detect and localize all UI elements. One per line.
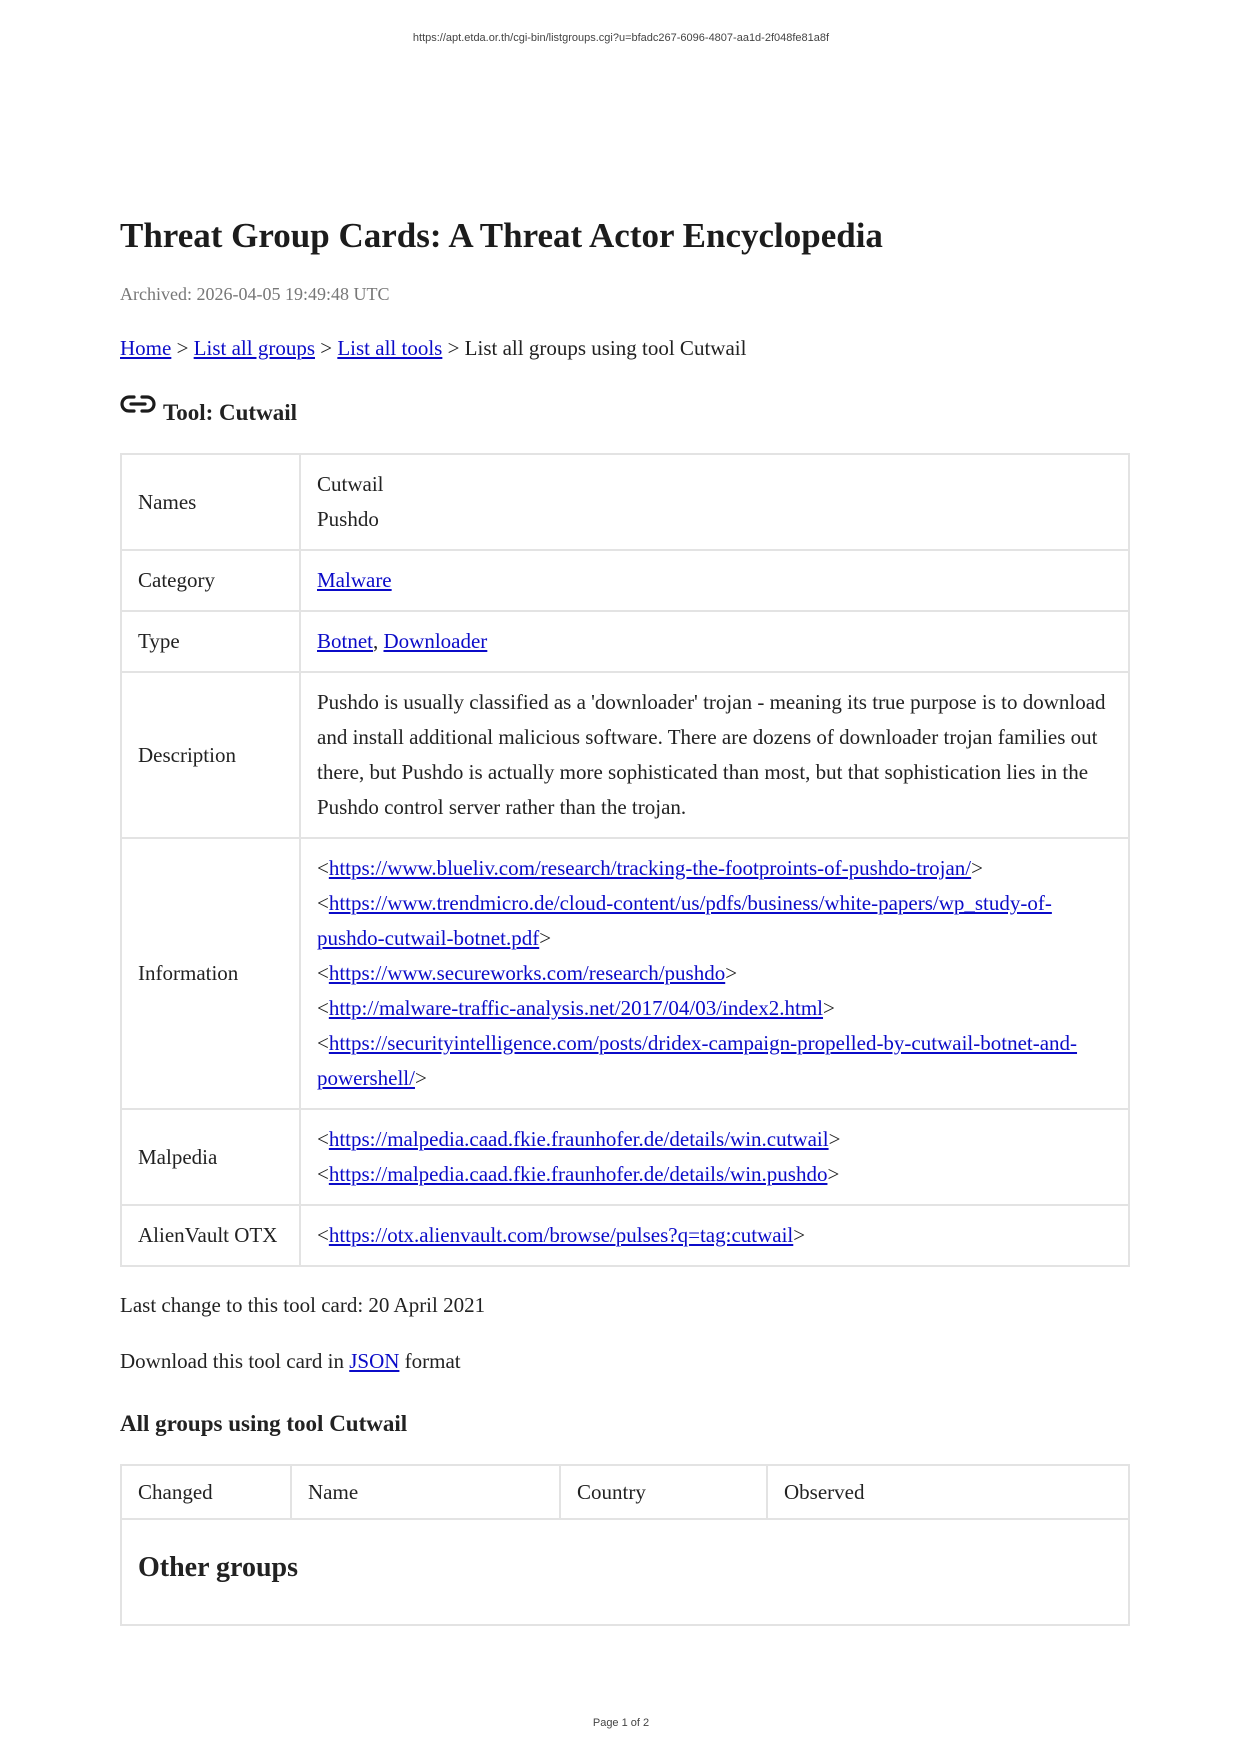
- tool-heading: [120, 398, 1130, 428]
- breadcrumb-separator: >: [315, 336, 338, 360]
- alienvault-row: [121, 1205, 1129, 1266]
- reference-link[interactable]: http://malware-traffic-analysis.net/2017/04/03/index2.html: [328, 996, 824, 1020]
- breadcrumb-current: > List all groups using tool Cutwail: [442, 336, 747, 360]
- tool-card-table: [120, 453, 1130, 1267]
- groups-table: [120, 1464, 1130, 1626]
- reference-link[interactable]: https://www.blueliv.com/research/tracking-the-footproints-of-pushdo-trojan/: [328, 856, 972, 880]
- type-row: [121, 611, 1129, 672]
- tool-name: Cutwail: [317, 472, 384, 496]
- column-header-country: Country: [560, 1465, 767, 1519]
- description-value: Pushdo is usually classified as a 'downloader' trojan - meaning its true purpose is to download and install additional malicious software. There are dozens of downloader trojan families out there, but Pushdo is actually more sophisticated than most, but that sophistication lies in the Pushdo control server rather than the trojan.: [300, 672, 1129, 838]
- print-header-url: https://apt.etda.or.th/cgi-bin/listgroups.cgi?u=bfadc267-6096-4807-aa1d-2f048fe81a8f: [412, 32, 830, 44]
- description-row: [121, 672, 1129, 838]
- download-prefix: Download this tool card in: [120, 1349, 350, 1373]
- reference-line: <https://malpedia.caad.fkie.fraunhofer.de/details/win.pushdo>: [317, 1162, 840, 1186]
- reference-line: <https://securityintelligence.com/posts/dridex-campaign-propelled-by-cutwail-botnet-and-powershell/>: [317, 1031, 1078, 1090]
- column-header-observed: Observed: [767, 1465, 1129, 1519]
- malpedia-value: [300, 1109, 1129, 1205]
- reference-link[interactable]: https://www.secureworks.com/research/pushdo: [328, 961, 726, 985]
- category-value: [300, 550, 1129, 611]
- names-label: Names: [121, 454, 300, 550]
- link-icon: [120, 392, 156, 416]
- information-label: Information: [121, 838, 300, 1109]
- category-malware-link[interactable]: Malware: [317, 568, 392, 592]
- reference-line: <https://www.blueliv.com/research/tracking-the-footproints-of-pushdo-trojan/>: [317, 856, 983, 880]
- description-label: Description: [121, 672, 300, 838]
- breadcrumb-list-groups-link[interactable]: List all groups: [193, 336, 315, 360]
- breadcrumb-separator: >: [171, 336, 194, 360]
- names-value: [300, 454, 1129, 550]
- type-botnet-link[interactable]: Botnet: [317, 629, 373, 653]
- information-row: [121, 838, 1129, 1109]
- alienvault-link[interactable]: https://otx.alienvault.com/browse/pulses?q=tag:cutwail: [328, 1223, 794, 1247]
- column-header-name: Name: [291, 1465, 560, 1519]
- type-label: Type: [121, 611, 300, 672]
- reference-line: <https://www.secureworks.com/research/pushdo>: [317, 961, 738, 985]
- breadcrumb: [120, 334, 1130, 362]
- other-groups-cell: [121, 1519, 1129, 1625]
- malpedia-row: [121, 1109, 1129, 1205]
- groups-header-row: [121, 1465, 1129, 1519]
- breadcrumb-home-link[interactable]: Home: [120, 336, 172, 360]
- other-groups-heading: Other groups: [138, 1552, 298, 1583]
- category-row: [121, 550, 1129, 611]
- reference-line: <https://malpedia.caad.fkie.fraunhofer.de/details/win.cutwail>: [317, 1127, 841, 1151]
- reference-line: <http://malware-traffic-analysis.net/2017/04/03/index2.html>: [317, 996, 835, 1020]
- main-content: [120, 212, 1130, 1626]
- archived-timestamp: Archived: 2026-04-05 19:49:48 UTC: [120, 284, 390, 304]
- reference-line: <https://www.trendmicro.de/cloud-content/us/pdfs/business/white-papers/wp_study-of-pushdo-cutwail-botnet.pdf>: [317, 891, 1052, 950]
- category-label: Category: [121, 550, 300, 611]
- tool-name: Pushdo: [317, 507, 379, 531]
- reference-link[interactable]: https://www.trendmicro.de/cloud-content/us/pdfs/business/white-papers/wp_study-of-pushdo-cutwail-botnet.pdf: [317, 891, 1052, 950]
- page-title: Threat Group Cards: A Threat Actor Encyclopedia: [120, 216, 883, 255]
- malpedia-link[interactable]: https://malpedia.caad.fkie.fraunhofer.de/details/win.pushdo: [328, 1162, 828, 1186]
- tool-heading-text: Tool: Cutwail: [163, 400, 297, 425]
- download-line: [120, 1347, 1130, 1375]
- type-separator: ,: [373, 629, 384, 653]
- other-groups-row: [121, 1519, 1129, 1625]
- malpedia-label: Malpedia: [121, 1109, 300, 1205]
- breadcrumb-list-tools-link[interactable]: List all tools: [337, 336, 443, 360]
- alienvault-label: AlienVault OTX: [121, 1205, 300, 1266]
- reference-link[interactable]: https://securityintelligence.com/posts/dridex-campaign-propelled-by-cutwail-botnet-and-powershell/: [317, 1031, 1078, 1090]
- download-suffix: format: [399, 1349, 461, 1373]
- alienvault-value: [300, 1205, 1129, 1266]
- groups-heading: All groups using tool Cutwail: [120, 1411, 408, 1436]
- names-row: [121, 454, 1129, 550]
- json-download-link[interactable]: JSON: [349, 1349, 400, 1373]
- type-value: [300, 611, 1129, 672]
- information-value: [300, 838, 1129, 1109]
- last-change-text: Last change to this tool card: 20 April 2021: [120, 1293, 486, 1317]
- page-number: Page 1 of 2: [592, 1717, 650, 1729]
- malpedia-link[interactable]: https://malpedia.caad.fkie.fraunhofer.de/details/win.cutwail: [328, 1127, 829, 1151]
- reference-line: <https://otx.alienvault.com/browse/pulses?q=tag:cutwail>: [317, 1223, 806, 1247]
- column-header-changed: Changed: [121, 1465, 291, 1519]
- type-downloader-link[interactable]: Downloader: [383, 629, 488, 653]
